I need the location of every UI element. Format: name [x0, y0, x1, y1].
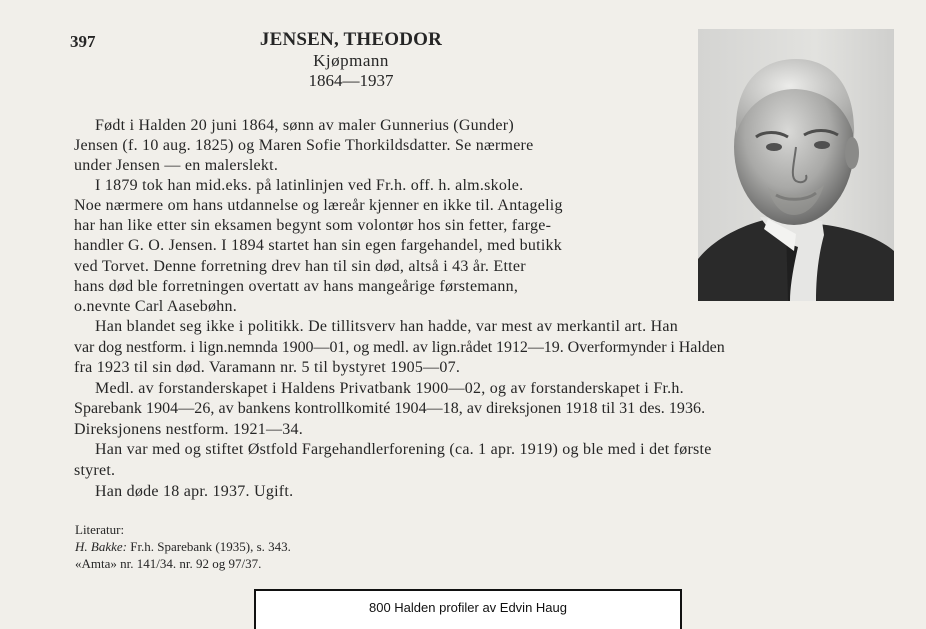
caption-text: 800 Halden profiler av Edvin Haug — [368, 600, 567, 615]
body-line: Noe nærmere om hans utdannelse og læreår kjenner en ikke til. Antagelig — [74, 197, 563, 214]
literature-author: H. Bakke: — [75, 539, 127, 554]
literature-heading: Literatur: — [75, 522, 125, 537]
body-line: handler G. O. Jensen. I 1894 startet han sin egen fargehandel, med butikk — [74, 237, 563, 254]
body-line: Han døde 18 apr. 1937. Ugift. — [95, 483, 294, 500]
body-line: fra 1923 til sin død. Varamann nr. 5 til bystyret 1905—07. — [74, 359, 461, 376]
body-line: hans død ble forretningen overtatt av hans mangeårige førstemann, — [74, 278, 519, 295]
body-line: Jensen (f. 10 aug. 1825) og Maren Sofie Thorkildsdatter. Se nærmere — [74, 137, 534, 154]
body-line: Sparebank 1904—26, av bankens kontrollkomité 1904—18, av direksjonen 1918 til 31 des. 1936. — [74, 400, 706, 417]
body-line: Medl. av forstanderskapet i Haldens Privatbank 1900—02, og av forstanderskapet i Fr.h. — [95, 380, 684, 397]
page-number: 397 — [70, 32, 96, 51]
person-lifespan: 1864—1937 — [308, 71, 394, 90]
body-line: ved Torvet. Denne forretning drev han til sin død, altså i 43 år. Etter — [74, 258, 526, 275]
body-line: Han var med og stiftet Østfold Fargehandlerforening (ca. 1 apr. 1919) og ble med i det første — [95, 441, 712, 458]
caption-box — [254, 589, 682, 629]
body-line: I 1879 tok han mid.eks. på latinlinjen ved Fr.h. off. h. alm.skole. — [95, 177, 524, 194]
literature-entry — [75, 539, 291, 555]
body-line: Direksjonens nestform. 1921—34. — [74, 421, 304, 438]
person-occupation: Kjøpmann — [313, 51, 389, 70]
person-name: JENSEN, THEODOR — [259, 29, 443, 50]
body-line: Født i Halden 20 juni 1864, sønn av maler Gunnerius (Gunder) — [95, 117, 514, 134]
portrait-photo — [698, 29, 894, 301]
literature-entry: «Amta» nr. 141/34. nr. 92 og 97/37. — [75, 556, 262, 571]
body-line: var dog nestform. i lign.nemnda 1900—01, og medl. av lign.rådet 1912—19. Overformynder i Halden — [74, 339, 725, 356]
body-line: Han blandet seg ikke i politikk. De tillitsverv han hadde, var mest av merkantil art. Han — [95, 318, 678, 335]
body-line: under Jensen — en malerslekt. — [74, 157, 279, 174]
body-line: o.nevnte Carl Aasebøhn. — [74, 298, 238, 315]
literature-source: Fr.h. Sparebank (1935), s. 343. — [126, 539, 291, 554]
body-line: har han like etter sin eksamen begynt som volontør hos sin fetter, farge- — [74, 217, 552, 234]
body-line: styret. — [74, 462, 116, 479]
